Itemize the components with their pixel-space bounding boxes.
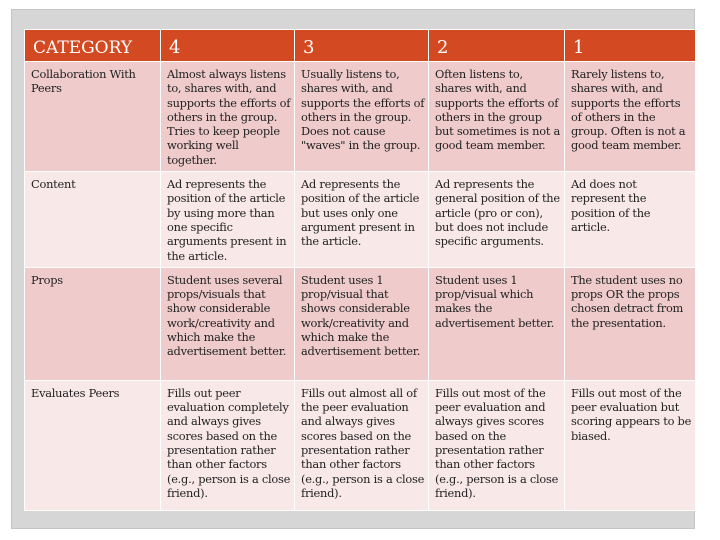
header-category: CATEGORY: [25, 30, 161, 62]
cell-score-4: Fills out peer evaluation completely and always gives scores based on the presentation rather than other factors (e.g., person is a close friend).: [161, 380, 295, 510]
header-score-3: 3: [295, 30, 429, 62]
table-row: [25, 62, 696, 172]
cell-score-4: Student uses several props/visuals that show considerable work/creativity and which make the advertisement better.: [161, 267, 295, 380]
table-row: [25, 172, 696, 268]
cell-score-4: Almost always listens to, shares with, and supports the efforts of others in the group. Tries to keep people working well together.: [161, 62, 295, 172]
cell-score-2: Ad represents the general position of the article (pro or con), but does not include specific arguments.: [429, 172, 565, 268]
row-category: Evaluates Peers: [25, 380, 161, 510]
cell-score-4: Ad represents the position of the article by using more than one specific arguments present in the article.: [161, 172, 295, 268]
cell-score-3: Student uses 1 prop/visual that shows considerable work/creativity and which make the advertisement better.: [295, 267, 429, 380]
cell-score-3: Ad represents the position of the article but uses only one argument present in the article.: [295, 172, 429, 268]
header-score-2: 2: [429, 30, 565, 62]
cell-score-1: Fills out most of the peer evaluation but scoring appears to be biased.: [565, 380, 696, 510]
row-category: Collaboration With Peers: [25, 62, 161, 172]
cell-score-2: Fills out most of the peer evaluation and always gives scores based on the presentation rather than other factors (e.g., person is a close friend).: [429, 380, 565, 510]
cell-score-2: Often listens to, shares with, and supports the efforts of others in the group but sometimes is not a good team member.: [429, 62, 565, 172]
cell-score-1: Rarely listens to, shares with, and supports the efforts of others in the group. Often is not a good team member.: [565, 62, 696, 172]
table-row: [25, 267, 696, 380]
cell-score-3: Fills out almost all of the peer evaluation and always gives scores based on the presentation rather than other factors (e.g., person is a close friend).: [295, 380, 429, 510]
cell-score-1: The student uses no props OR the props chosen detract from the presentation.: [565, 267, 696, 380]
rubric-table: [24, 29, 696, 511]
header-row: [25, 30, 696, 62]
header-score-4: 4: [161, 30, 295, 62]
cell-score-1: Ad does not represent the position of the article.: [565, 172, 696, 268]
table-row: [25, 380, 696, 510]
row-category: Content: [25, 172, 161, 268]
header-score-1: 1: [565, 30, 696, 62]
row-category: Props: [25, 267, 161, 380]
cell-score-2: Student uses 1 prop/visual which makes the advertisement better.: [429, 267, 565, 380]
cell-score-3: Usually listens to, shares with, and supports the efforts of others in the group. Does not cause "waves" in the group.: [295, 62, 429, 172]
